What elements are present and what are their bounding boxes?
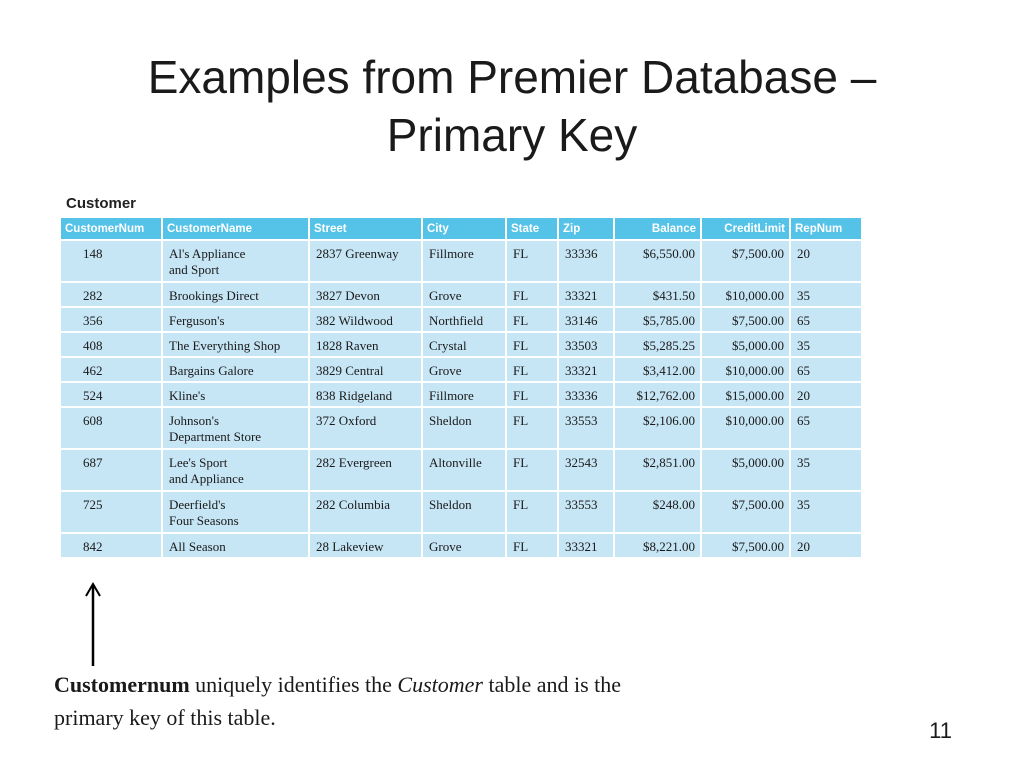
table-cell: $2,106.00: [615, 408, 700, 450]
table-row: [61, 308, 861, 333]
table-cell: FL: [507, 333, 557, 358]
table-cell: $12,762.00: [615, 383, 700, 408]
table-cell: $3,412.00: [615, 358, 700, 383]
table-cell: 33321: [559, 283, 613, 308]
table-cell: 35: [791, 333, 861, 358]
table-cell: FL: [507, 492, 557, 534]
table-cell: $5,285.25: [615, 333, 700, 358]
table-cell: 35: [791, 283, 861, 308]
table-caption: Customer: [66, 195, 137, 212]
table-cell: 20: [791, 383, 861, 408]
table-cell: $10,000.00: [702, 283, 789, 308]
table-row: [61, 283, 861, 308]
table-cell: [163, 358, 308, 383]
table-cell-line: Bargains Galore: [169, 363, 254, 378]
table-row: [61, 534, 861, 559]
table-cell: 32543: [559, 450, 613, 492]
table-cell: [163, 534, 308, 559]
table-cell: [163, 241, 308, 283]
note-text-1: uniquely identifies the: [189, 672, 398, 697]
table-cell: 3827 Devon: [310, 283, 421, 308]
table-row: [61, 333, 861, 358]
table-cell: 842: [61, 534, 161, 559]
table-cell: 33321: [559, 534, 613, 559]
table-cell: $15,000.00: [702, 383, 789, 408]
table-cell: 65: [791, 308, 861, 333]
table-cell: $431.50: [615, 283, 700, 308]
table-cell: FL: [507, 450, 557, 492]
table-cell: 687: [61, 450, 161, 492]
slide-title-line-2: Primary Key: [386, 109, 638, 161]
table-cell: $248.00: [615, 492, 700, 534]
table-cell: 20: [791, 534, 861, 559]
table-cell: $7,500.00: [702, 492, 789, 534]
table-row: [61, 408, 861, 450]
customer-table: [59, 218, 863, 559]
table-cell: $7,500.00: [702, 534, 789, 559]
table-cell: 65: [791, 358, 861, 383]
table-cell: Northfield: [423, 308, 505, 333]
table-cell: [163, 492, 308, 534]
table-cell: Fillmore: [423, 383, 505, 408]
table-cell: Altonville: [423, 450, 505, 492]
table-cell: 1828 Raven: [310, 333, 421, 358]
table-cell: 382 Wildwood: [310, 308, 421, 333]
table-cell: $5,000.00: [702, 333, 789, 358]
table-row: [61, 358, 861, 383]
table-cell: $10,000.00: [702, 408, 789, 450]
table-cell: [163, 450, 308, 492]
table-cell: $8,221.00: [615, 534, 700, 559]
table-cell-line: All Season: [169, 539, 226, 554]
table-row: [61, 492, 861, 534]
column-header: State: [507, 218, 557, 241]
table-cell: 35: [791, 492, 861, 534]
table-body: [61, 241, 861, 559]
table-row: [61, 241, 861, 283]
primary-key-note: [54, 668, 694, 734]
table-cell: FL: [507, 534, 557, 559]
table-cell: 33336: [559, 241, 613, 283]
table-cell: 33553: [559, 492, 613, 534]
table-cell: FL: [507, 383, 557, 408]
table-cell-line: Kline's: [169, 388, 206, 403]
table-row: [61, 450, 861, 492]
table-cell-line: Department Store: [169, 429, 262, 444]
table-cell: Fillmore: [423, 241, 505, 283]
table-cell: 33146: [559, 308, 613, 333]
table-cell-line: and Appliance: [169, 471, 244, 486]
table-cell: $5,000.00: [702, 450, 789, 492]
table-cell: 35: [791, 450, 861, 492]
table-cell: FL: [507, 241, 557, 283]
table-cell: [163, 308, 308, 333]
table-cell: [163, 333, 308, 358]
table-cell-line: Lee's Sport: [169, 455, 228, 470]
table-header-row: [61, 218, 861, 241]
table-cell: 3829 Central: [310, 358, 421, 383]
table-cell: FL: [507, 283, 557, 308]
table-cell: 28 Lakeview: [310, 534, 421, 559]
table-cell: [163, 383, 308, 408]
table-cell: $7,500.00: [702, 308, 789, 333]
table-cell: 372 Oxford: [310, 408, 421, 450]
table-cell: 282 Evergreen: [310, 450, 421, 492]
table-cell: 148: [61, 241, 161, 283]
column-header: CustomerNum: [61, 218, 161, 241]
table-cell-line: Al's Appliance: [169, 246, 246, 261]
table-cell: 282 Columbia: [310, 492, 421, 534]
table-cell-line: and Sport: [169, 262, 220, 277]
table-cell: 524: [61, 383, 161, 408]
table-cell-line: The Everything Shop: [169, 338, 281, 353]
table-cell-line: Ferguson's: [169, 313, 225, 328]
table-cell: 20: [791, 241, 861, 283]
table-cell: 33503: [559, 333, 613, 358]
note-bold-term: Customernum: [54, 672, 190, 697]
column-header: Zip: [559, 218, 613, 241]
table-cell: 608: [61, 408, 161, 450]
column-header: City: [423, 218, 505, 241]
table-cell: $5,785.00: [615, 308, 700, 333]
table-cell: 65: [791, 408, 861, 450]
table-cell: 356: [61, 308, 161, 333]
table-cell: Grove: [423, 283, 505, 308]
table-cell: $6,550.00: [615, 241, 700, 283]
slide-title-line-1: Examples from Premier Database –: [147, 51, 877, 103]
table-cell: 33336: [559, 383, 613, 408]
table-cell: 408: [61, 333, 161, 358]
table-cell: 282: [61, 283, 161, 308]
table-cell-line: Deerfield's: [169, 497, 226, 512]
table-cell-line: Johnson's: [169, 413, 220, 428]
column-header: Balance: [615, 218, 700, 241]
table-cell: FL: [507, 408, 557, 450]
table-cell: FL: [507, 358, 557, 383]
page-number: 11: [929, 718, 952, 743]
table-cell: 462: [61, 358, 161, 383]
table-cell: Sheldon: [423, 492, 505, 534]
column-header: CustomerName: [163, 218, 308, 241]
table-cell: $7,500.00: [702, 241, 789, 283]
table-cell-line: Brookings Direct: [169, 288, 259, 303]
table-cell: Grove: [423, 358, 505, 383]
table-cell: [163, 408, 308, 450]
table-cell: 838 Ridgeland: [310, 383, 421, 408]
table-row: [61, 383, 861, 408]
column-header: CreditLimit: [702, 218, 789, 241]
table-cell: Grove: [423, 534, 505, 559]
table-cell: FL: [507, 308, 557, 333]
slide-title: [40, 48, 984, 164]
table-cell: 2837 Greenway: [310, 241, 421, 283]
column-header: RepNum: [791, 218, 861, 241]
table-cell: 725: [61, 492, 161, 534]
table-cell-line: Four Seasons: [169, 513, 239, 528]
up-arrow-icon: [78, 580, 108, 668]
table-cell: Sheldon: [423, 408, 505, 450]
note-italic-term: Customer: [397, 672, 483, 697]
table-cell: 33321: [559, 358, 613, 383]
table-cell: 33553: [559, 408, 613, 450]
table-cell: $2,851.00: [615, 450, 700, 492]
table-cell: Crystal: [423, 333, 505, 358]
column-header: Street: [310, 218, 421, 241]
note-text-2: table and is the primary key of this table.: [54, 672, 622, 730]
table-cell: $10,000.00: [702, 358, 789, 383]
table-cell: [163, 283, 308, 308]
